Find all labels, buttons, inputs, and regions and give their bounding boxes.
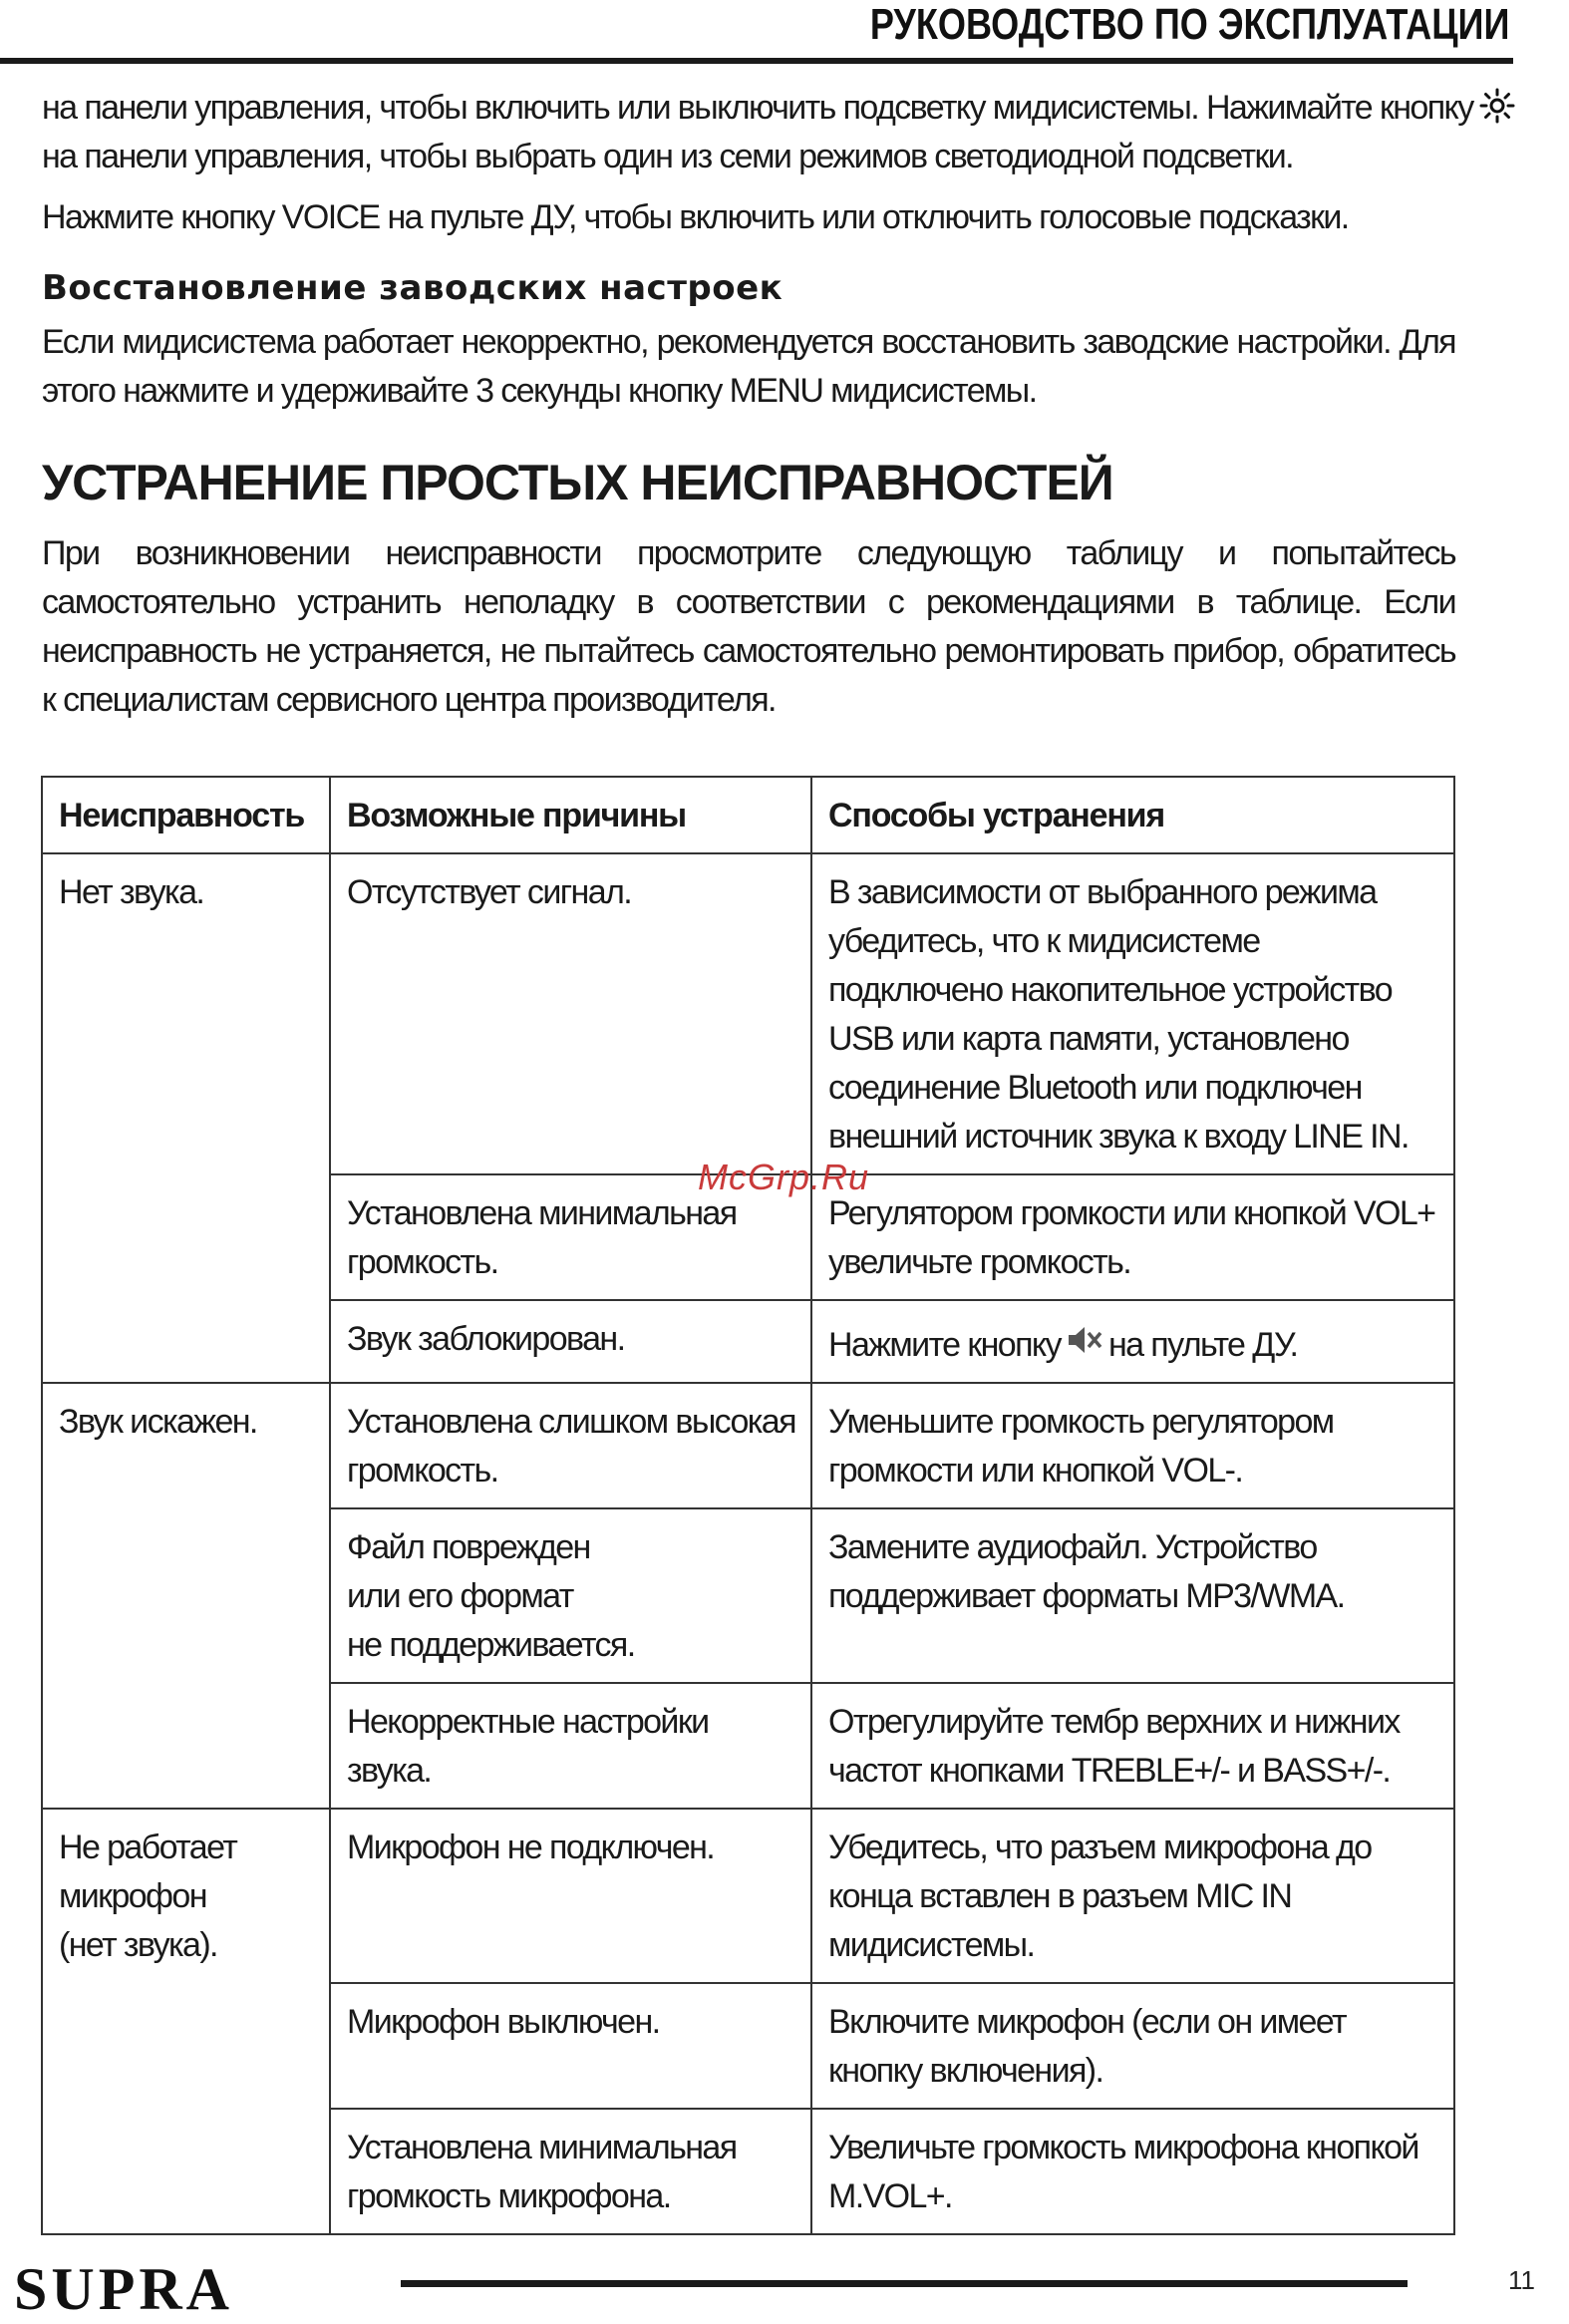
table-row [42,1809,1454,1983]
troubleshooting-paragraph: При возникновении неисправности просмотрите следующую таблицу и попытайтесь самостоятельно устранить неполадку в соответствии с рекомендациями в таблице. Если неисправность не устраняется, не пытайтесь самостоятельно ремонтировать прибор, обратитесь к специалистам сервисного центра производителя. [42,534,1455,719]
problem-line: Не работает [59,1828,237,1866]
footer-rule [401,2280,1408,2287]
solution-cell: Включите микрофон (если он имеет кнопку включения). [811,1983,1454,2109]
cause-cell: Микрофон не подключен. [330,1809,811,1983]
cause-cell: Отсутствует сигнал. [330,853,811,1174]
problem-line: микрофон [59,1877,206,1915]
column-header-cause: Возможные причины [330,777,811,853]
column-header-solution: Способы устранения [811,777,1454,853]
table-header-row [42,777,1454,853]
brand-logo: SUPRA [14,2256,234,2322]
cause-cell: Микрофон выключен. [330,1983,811,2109]
cause-cell: Звук заблокирован. [330,1300,811,1383]
problem-cell [42,1809,330,2234]
reset-paragraph: Если мидисистема работает некорректно, рекомендуется восстановить заводские настройки. Для этого нажмите и удерживайте 3 секунды кнопку MENU мидисистемы. [42,323,1455,410]
document-header-title: РУКОВОДСТВО ПО ЭКСПЛУАТАЦИИ [869,0,1509,49]
table-row [42,1383,1454,1508]
page-content [42,84,1473,725]
solution-text-before: Нажмите кнопку [828,1326,1061,1364]
sun-icon [1479,88,1515,124]
solution-cell: Уменьшите громкость регулятором громкости или кнопкой VOL-. [811,1383,1454,1508]
watermark: McGrp.Ru [698,1157,870,1197]
solution-cell: Увеличьте громкость микрофона кнопкой M.VOL+. [811,2109,1454,2234]
solution-cell: Замените аудиофайл. Устройство поддерживает форматы MP3/WMA. [811,1508,1454,1683]
solution-cell: Отрегулируйте тембр верхних и нижних частот кнопками TREBLE+/- и BASS+/-. [811,1683,1454,1809]
problem-line: (нет звука). [59,1926,217,1964]
problem-cell: Звук искажен. [42,1383,330,1809]
header-rule [0,58,1513,64]
cause-cell: Установлена минимальная громкость. [330,1174,811,1300]
column-header-problem: Неисправность [42,777,330,853]
cause-cell: Некорректные настройки звука. [330,1683,811,1809]
cause-cell: Установлена слишком высокая громкость. [330,1383,811,1508]
solution-cell: Регулятором громкости или кнопкой VOL+ увеличьте громкость. [811,1174,1454,1300]
cause-line: не поддерживается. [347,1626,635,1664]
troubleshooting-table [41,776,1455,2235]
reset-heading: Восстановление заводских настроек [42,268,784,308]
solution-cell [811,1300,1454,1383]
solution-text-after: на пульте ДУ. [1107,1326,1298,1364]
voice-paragraph: Нажмите кнопку VOICE на пульте ДУ, чтобы включить или отключить голосовые подсказки. [42,198,1349,236]
cause-line: или его формат [347,1577,573,1615]
table-row [42,853,1454,1174]
solution-cell: В зависимости от выбранного режима убедитесь, что к мидисистеме подключено накопительное устройство USB или карта памяти, установлено соединение Bluetooth или подключен внешний источник звука к входу LINE IN. [811,853,1454,1174]
cause-cell [330,1508,811,1683]
cause-cell: Установлена минимальная громкость микрофона. [330,2109,811,2234]
page-number: 11 [1508,2265,1535,2295]
intro-line-1: на панели управления, чтобы включить или выключить подсветку мидисистемы. Нажимайте кнопку [42,84,1455,133]
cause-line: Файл поврежден [347,1528,590,1566]
troubleshooting-heading: УСТРАНЕНИЕ ПРОСТЫХ НЕИСПРАВНОСТЕЙ [42,455,1113,510]
problem-cell: Нет звука. [42,853,330,1383]
solution-cell: Убедитесь, что разъем микрофона до конца вставлен в разъем MIC IN мидисистемы. [811,1809,1454,1983]
intro-line-2: на панели управления, чтобы выбрать один из семи режимов светодиодной подсветки. [42,138,1294,175]
mute-icon [1065,1322,1104,1358]
